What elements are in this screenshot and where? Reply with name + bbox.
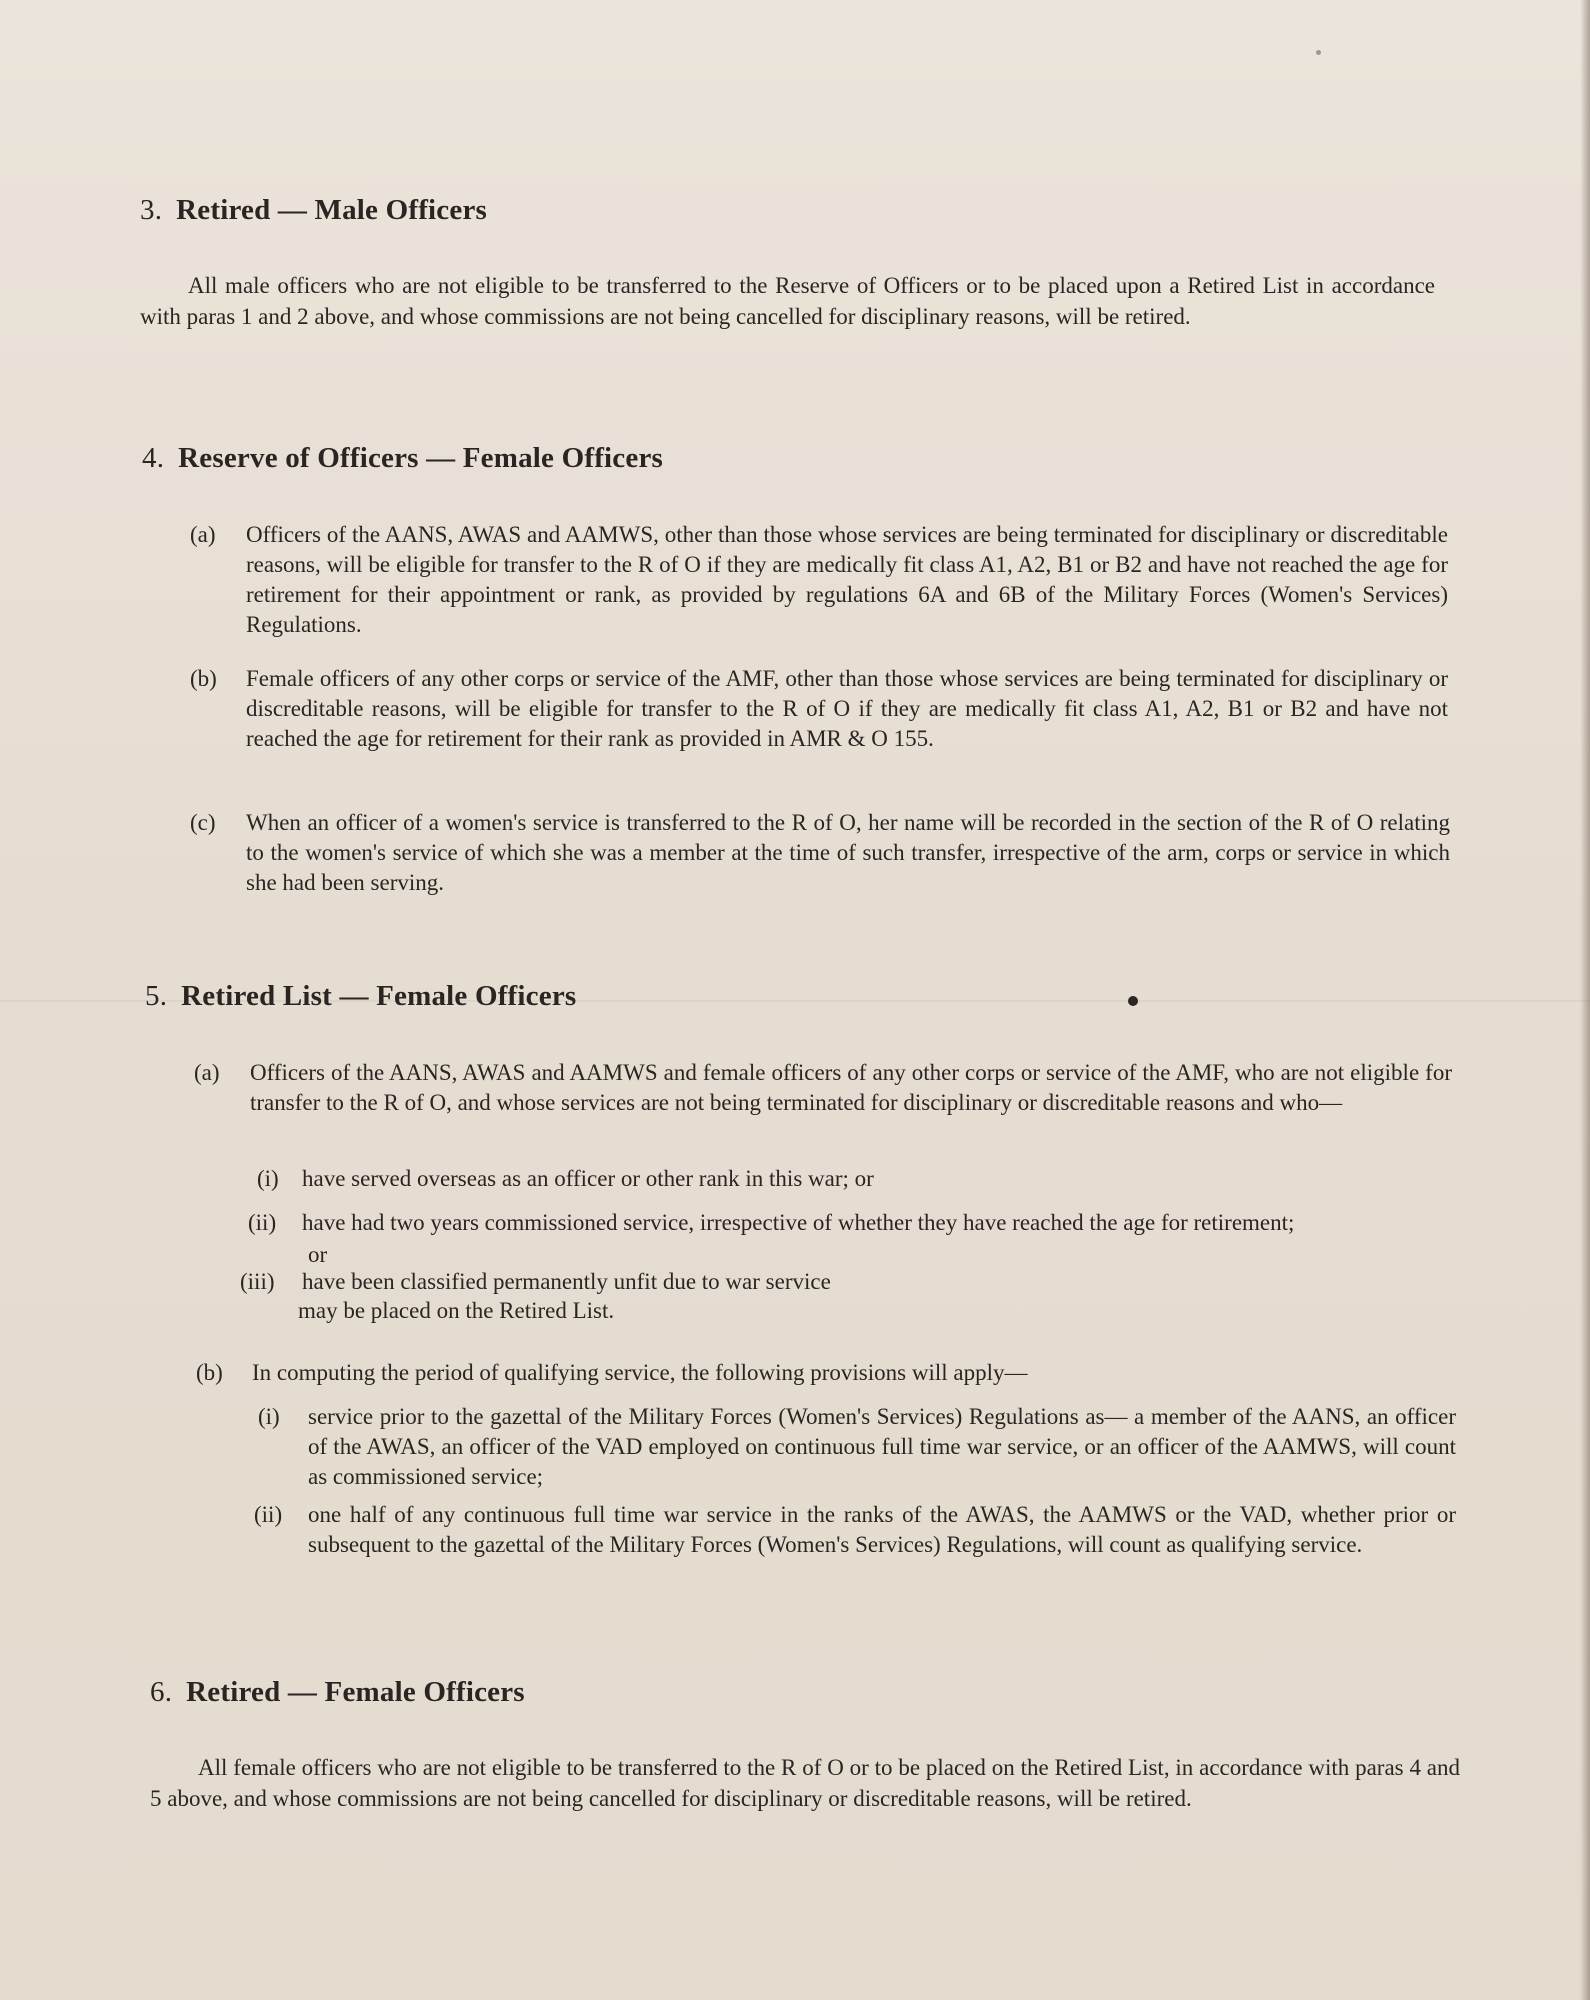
section-5-number: 5. xyxy=(145,980,168,1012)
section-5-item-a-sub-iii xyxy=(240,1267,1450,1297)
section-6-title: Retired — Female Officers xyxy=(186,1676,525,1708)
section-5-item-a-closing-text: may be placed on the Retired List. xyxy=(298,1298,615,1323)
section-6-number: 6. xyxy=(150,1676,173,1708)
section-5-item-a-sub-iii-text: have been classified permanently unfit due to war service xyxy=(302,1269,831,1294)
section-5-item-a-sub-i-label: (i) xyxy=(257,1166,279,1191)
section-4-item-c-text: When an officer of a women's service is transferred to the R of O, her name will be recorded in the section of the R of O relating to the women's service of which she was a member at the time of such transfer, irrespective of the arm, corps or service in which she had been serving. xyxy=(246,810,1450,895)
section-5-item-a-sub-ii-text: have had two years commissioned service, irrespective of whether they have reached the age for retirement; xyxy=(302,1210,1295,1235)
section-5-item-a-text: Officers of the AANS, AWAS and AAMWS and female officers of any other corps or service of the AMF, who are not eligible for transfer to the R of O, and whose services are not being terminated for disciplinary or discreditable reasons and who— xyxy=(250,1060,1452,1115)
section-5-item-a-sub-i xyxy=(244,1164,1454,1194)
section-3-number: 3. xyxy=(140,194,163,226)
section-5-item-b-text: In computing the period of qualifying service, the following provisions will apply— xyxy=(252,1360,1028,1385)
section-5-item-a-sub-ii-label: (ii) xyxy=(248,1210,277,1235)
section-4-item-a xyxy=(190,520,1448,640)
section-4-item-c xyxy=(190,808,1450,898)
section-5-item-b-sub-i-label: (i) xyxy=(258,1404,280,1429)
section-4-item-b-text: Female officers of any other corps or service of the AMF, other than those whose services are being terminated for disciplinary or discreditable reasons, will be eligible for transfer to the R of O if they are medically fit class A1, A2, B1 or B2 and have not reached the age for retirement for their rank as provided in AMR & O 155. xyxy=(246,666,1448,751)
section-6-paragraph: All female officers who are not eligible to be transferred to the R of O or to be placed on the Retired List, in accordance with paras 4 and 5 above, and whose commissions are not being cancelled for disciplinary or discreditable reasons, will be retired. xyxy=(150,1755,1460,1811)
section-4-item-a-label: (a) xyxy=(190,522,216,547)
section-5-heading xyxy=(145,980,576,1013)
section-3-title: Retired — Male Officers xyxy=(176,194,488,226)
section-4-heading xyxy=(142,442,663,475)
section-5-item-b-sub-ii-text: one half of any continuous full time war service in the ranks of the AWAS, the AAMWS or the VAD, whether prior or subsequent to the gazettal of the Military Forces (Women's Services) Regulations, will count as qualifying service. xyxy=(308,1502,1456,1557)
section-5-item-a-or xyxy=(308,1240,408,1270)
section-5-title: Retired List — Female Officers xyxy=(181,980,577,1012)
section-4-item-a-text: Officers of the AANS, AWAS and AAMWS, other than those whose services are being terminated for disciplinary or discreditable reasons, will be eligible for transfer to the R of O if they are medically fit class A1, A2, B1 or B2 and have not reached the age for retirement for their appointment or rank, as provided by regulations 6A and 6B of the Military Forces (Women's Services) Regulations. xyxy=(246,522,1448,637)
section-4-item-c-label: (c) xyxy=(190,810,216,835)
section-4-item-b-label: (b) xyxy=(190,666,217,691)
section-5-item-a-sub-i-text: have served overseas as an officer or other rank in this war; or xyxy=(302,1166,874,1191)
ink-spot xyxy=(1128,996,1138,1006)
section-3-heading xyxy=(140,194,487,227)
section-5-item-b-label: (b) xyxy=(196,1360,223,1385)
section-5-item-a-closing xyxy=(298,1296,1198,1326)
section-4-title: Reserve of Officers — Female Officers xyxy=(178,442,664,474)
section-5-item-b-sub-i xyxy=(258,1402,1456,1492)
ink-speck xyxy=(1316,50,1321,55)
section-5-item-b-sub-ii-label: (ii) xyxy=(254,1502,283,1527)
section-5-item-a-label: (a) xyxy=(194,1060,220,1085)
section-5-item-b-sub-ii xyxy=(254,1500,1456,1560)
section-5-item-a-sub-iii-label: (iii) xyxy=(240,1269,275,1294)
section-3-paragraph: All male officers who are not eligible to be transferred to the Reserve of Officers or to be placed upon a Retired List in accordance with paras 1 and 2 above, and whose commissions are not being cancelled for disciplinary reasons, will be retired. xyxy=(140,273,1435,329)
section-6-heading xyxy=(150,1676,525,1709)
section-5-item-a-sub-ii xyxy=(244,1208,1462,1238)
section-4-item-b xyxy=(190,664,1448,754)
section-5-item-b-sub-i-text: service prior to the gazettal of the Military Forces (Women's Services) Regulations as— a member of the AANS, an officer of the AWAS, an officer of the VAD employed on continuous full time war service, or an officer of the AAMWS, will count as commissioned service; xyxy=(308,1404,1456,1489)
section-4-number: 4. xyxy=(142,442,165,474)
section-5-item-a xyxy=(194,1058,1452,1118)
section-5-item-b xyxy=(196,1358,1446,1388)
section-5-item-a-or-text: or xyxy=(308,1242,328,1267)
